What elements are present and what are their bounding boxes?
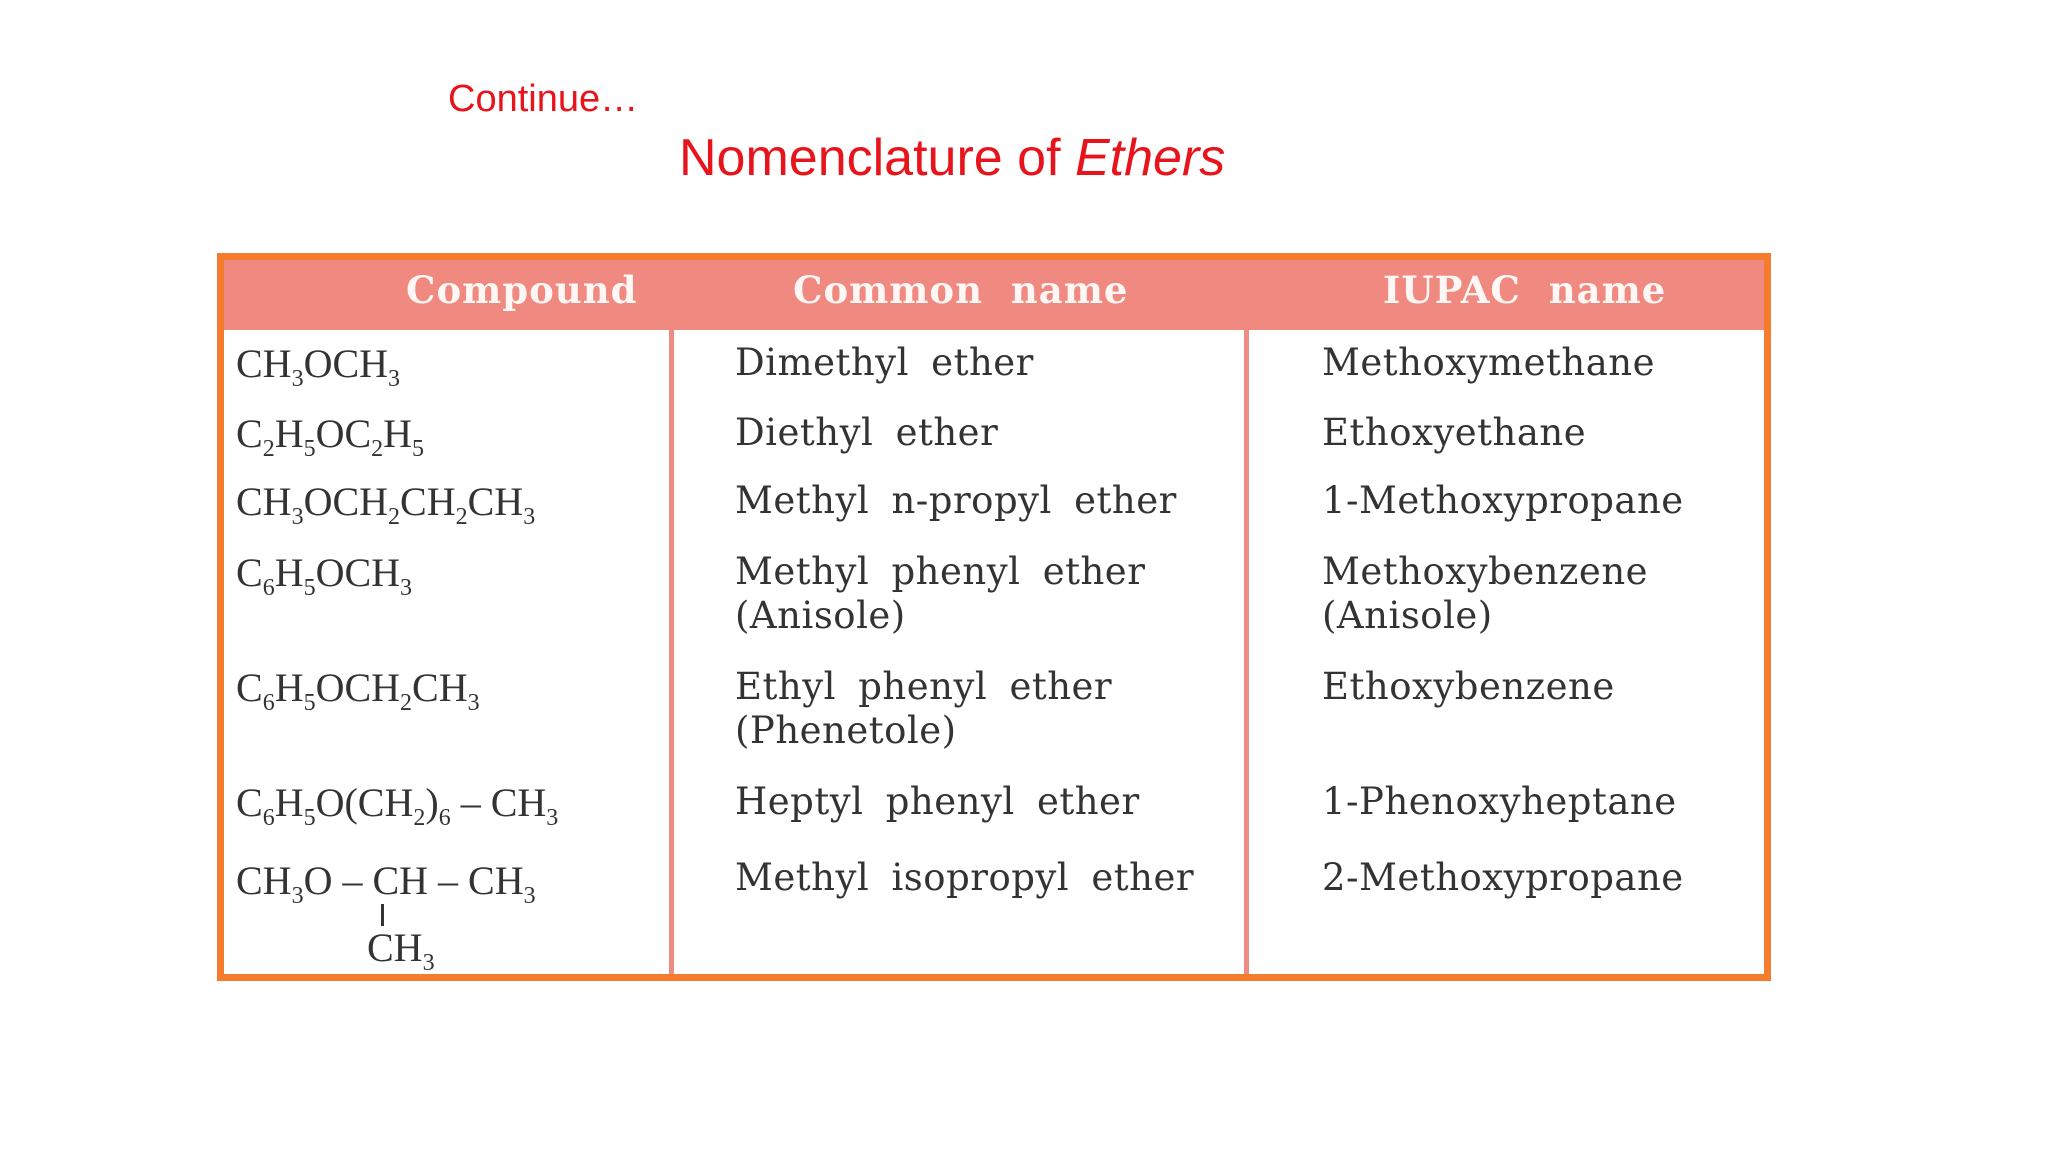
iupac-name: Ethoxyethane	[1322, 411, 1587, 454]
compound-formula: $C_6H_5OCH_2CH_3$	[236, 665, 480, 716]
common-name: Heptyl phenyl ether	[735, 780, 1140, 823]
iupac-name: Methoxymethane	[1322, 341, 1655, 384]
iupac-name: Methoxybenzene	[1322, 550, 1649, 593]
iupac-name: 2-Methoxypropane	[1322, 856, 1684, 899]
iupac-name: Ethoxybenzene	[1322, 665, 1615, 708]
compound-formula-branch: $CH_3$	[367, 925, 435, 976]
title-main: Nomenclature of	[679, 129, 1075, 187]
common-name: Methyl phenyl ether	[735, 550, 1146, 593]
compound-formula: $C_2H_5OC_2H_5$	[236, 411, 425, 462]
header-iupac-name: IUPAC name	[1383, 268, 1667, 312]
continue-label: Continue…	[448, 78, 639, 120]
ethers-table	[217, 253, 1771, 981]
common-name: Methyl isopropyl ether	[735, 856, 1195, 899]
iupac-name: 1-Methoxypropane	[1322, 479, 1684, 522]
column-divider-2	[1244, 330, 1249, 974]
compound-formula: $C_6H_5OCH_3$	[236, 550, 413, 601]
compound-formula: $CH_3O$ – CH – $CH_3$	[236, 858, 536, 909]
iupac-name: 1-Phenoxyheptane	[1322, 780, 1677, 823]
common-name: Dimethyl ether	[735, 341, 1034, 384]
compound-formula: $CH_3OCH_2CH_2CH_3$	[236, 479, 536, 530]
title-italic: Ethers	[1074, 129, 1226, 187]
branch-bond	[381, 904, 384, 926]
compound-formula: $C_6H_5O(CH_2)_6 - CH_3$	[236, 780, 559, 831]
common-name-alias: (Anisole)	[735, 594, 906, 637]
common-name: Ethyl phenyl ether	[735, 665, 1113, 708]
header-compound: Compound	[406, 268, 638, 312]
common-name: Methyl n-propyl ether	[735, 479, 1177, 522]
compound-formula: $CH_3OCH_3$	[236, 341, 401, 392]
iupac-name-alias: (Anisole)	[1322, 594, 1493, 637]
column-divider-1	[669, 330, 674, 974]
slide-title	[679, 128, 1225, 188]
table-header	[224, 260, 1764, 330]
common-name-alias: (Phenetole)	[735, 709, 957, 752]
header-common-name: Common name	[793, 268, 1129, 312]
common-name: Diethyl ether	[735, 411, 999, 454]
